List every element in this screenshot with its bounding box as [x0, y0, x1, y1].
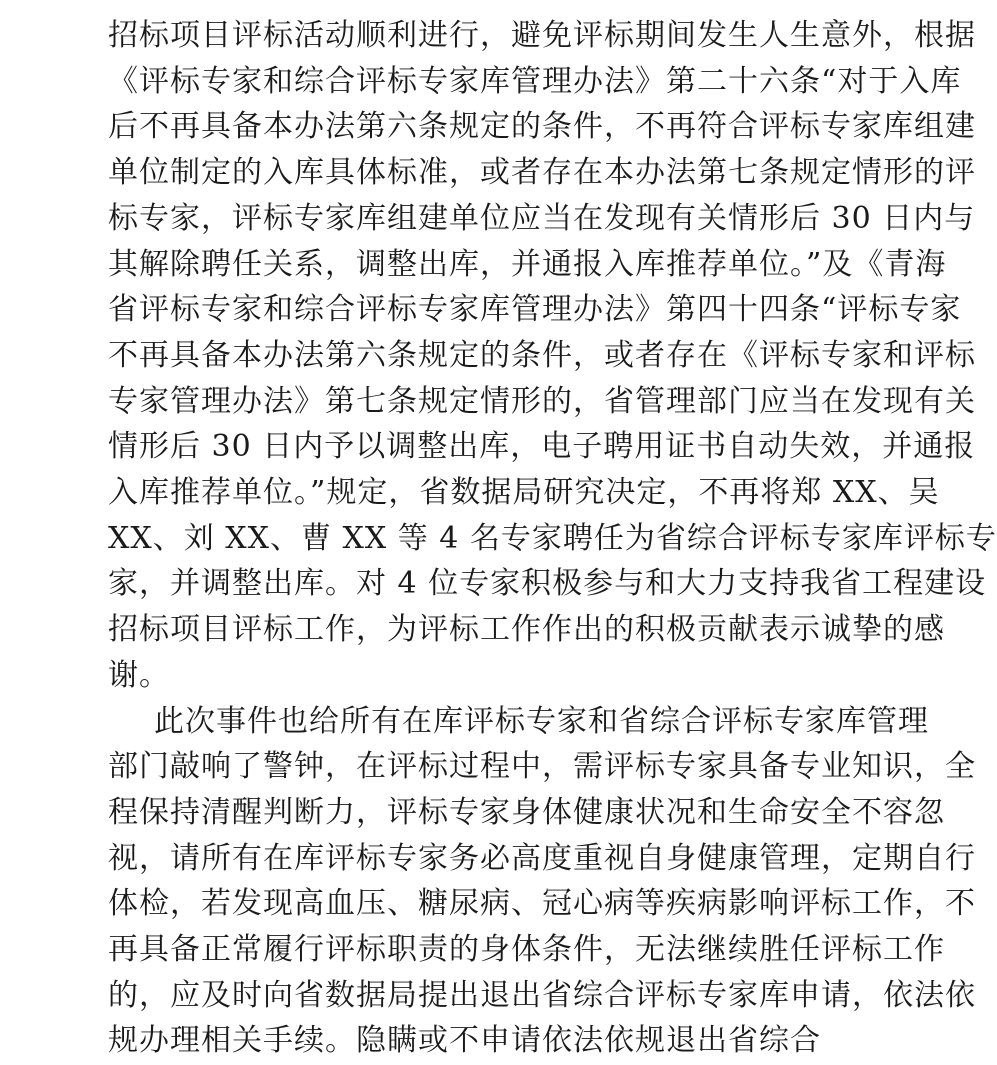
text-line: 入库推荐单位。”规定，省数据局研究决定，不再将郑 XX、吴	[108, 475, 940, 510]
text-line: 的，应及时向省数据局提出退出省综合评标专家库申请，依法依	[108, 977, 976, 1013]
text-line: 其解除聘任关系，调整出库，并通报入库推荐单位。”及《青海	[108, 246, 947, 282]
text-line: 部门敲响了警钟，在评标过程中，需评标专家具备专业知识，全	[108, 749, 976, 785]
text-line: 省评标专家和综合评标专家库管理办法》第四十四条“评标专家	[108, 292, 962, 328]
text-line: 招标项目评标工作，为评标工作作出的积极贡献表示诚挚的感	[108, 612, 945, 648]
text-line: 再具备正常履行评标职责的身体条件，无法继续胜任评标工作	[108, 932, 945, 967]
text-line: 程保持清醒判断力，评标专家身体健康状况和生命安全不容忽	[108, 794, 945, 830]
text-line: XX、刘 XX、曹 XX 等 4 名专家聘任为省综合评标专家库评标专	[108, 520, 997, 556]
text-line: 招标项目评标活动顺利进行，避免评标期间发生人生意外，根据	[108, 18, 976, 53]
text-line: 体检，若发现高血压、糖尿病、冠心病等疾病影响评标工作，不	[108, 886, 976, 922]
text-line: 不再具备本办法第六条规定的条件，或者存在《评标专家和评标	[108, 337, 976, 373]
text-line: 专家管理办法》第七条规定情形的，省管理部门应当在发现有关	[108, 383, 976, 419]
text-line: 家，并调整出库。对 4 位专家积极参与和大力支持我省工程建设	[108, 566, 987, 602]
text-line: 规办理相关手续。隐瞒或不申请依法依规退出省综合	[108, 1023, 821, 1059]
text-line: 视，请所有在库评标专家务必高度重视自身健康管理，定期自行	[108, 840, 976, 876]
text-line: 后不再具备本办法第六条规定的条件，不再符合评标专家库组建	[108, 109, 976, 145]
text-line: 单位制定的入库具体标准，或者存在本办法第七条规定情形的评	[108, 155, 976, 191]
text-line: 《评标专家和综合评标专家库管理办法》第二十六条“对于入库	[108, 63, 962, 99]
text-line: 情形后 30 日内予以调整出库，电子聘用证书自动失效，并通报	[108, 429, 976, 465]
paragraph-first-line: 此次事件也给所有在库评标专家和省综合评标专家库管理	[154, 703, 929, 739]
text-line: 标专家，评标专家库组建单位应当在发现有关情形后 30 日内与	[108, 200, 976, 236]
text-line: 谢。	[108, 657, 170, 693]
